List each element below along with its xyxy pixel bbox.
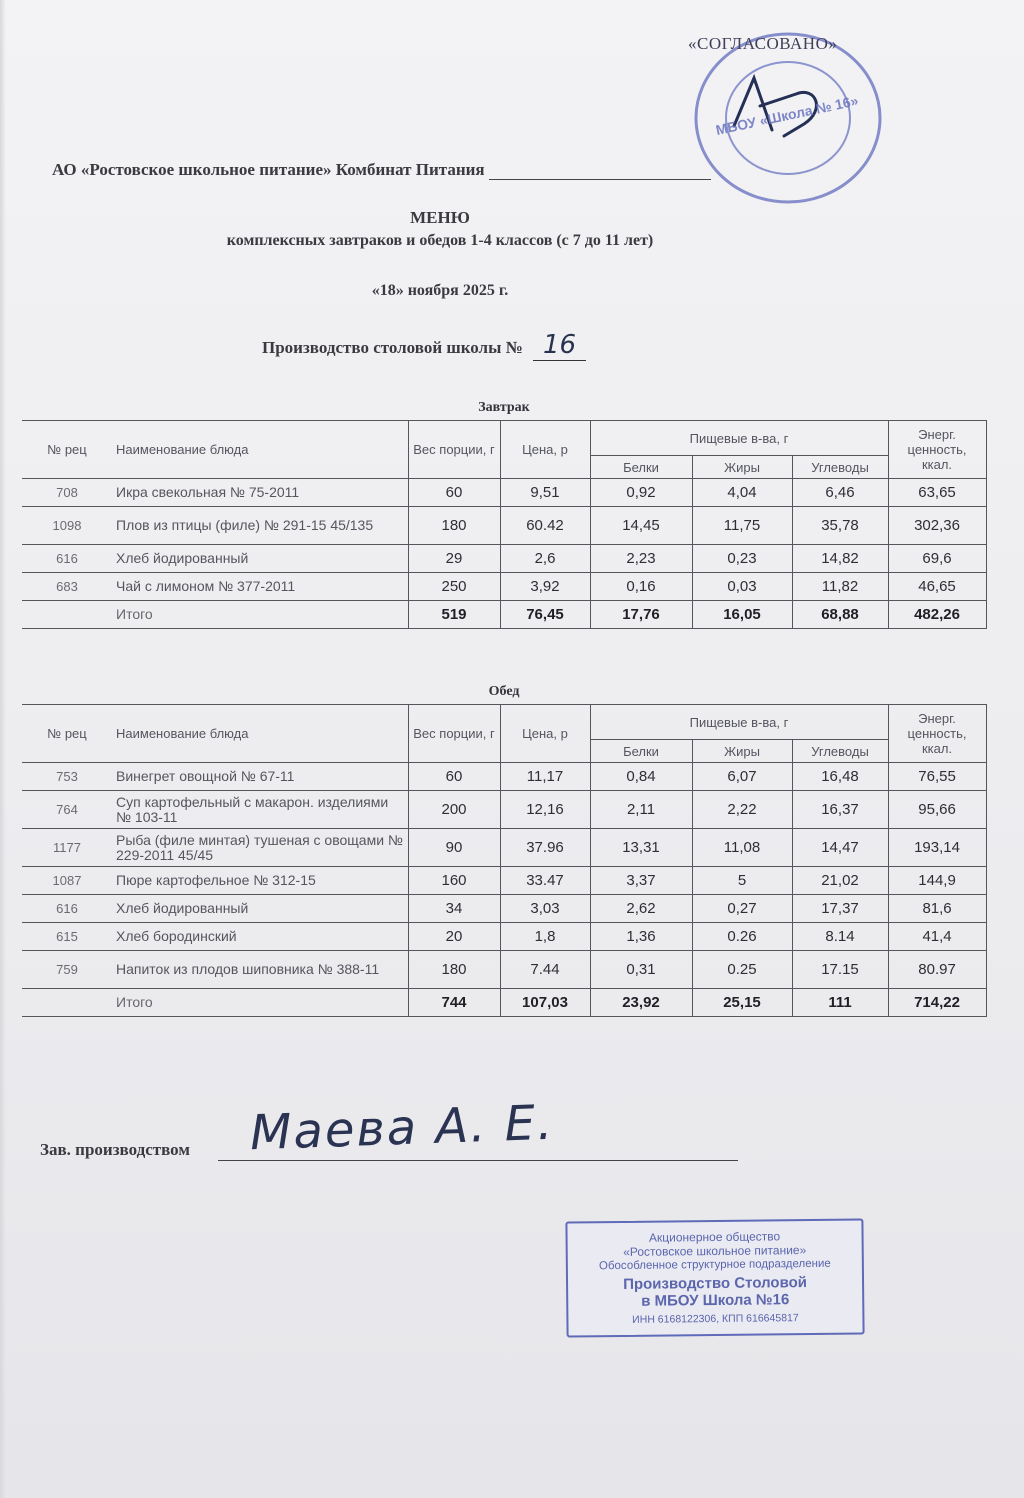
col-fat: Жиры xyxy=(692,456,792,479)
signature-line xyxy=(218,1160,738,1161)
cell-code: 615 xyxy=(22,923,112,951)
cell-name: Хлеб йодированный xyxy=(112,895,408,923)
cell-carbs: 6,46 xyxy=(792,479,888,507)
cell-energy: 95,66 xyxy=(888,791,986,829)
total-carbs: 68,88 xyxy=(792,601,888,629)
cell-energy: 76,55 xyxy=(888,763,986,791)
cell-name: Пюре картофельное № 312-15 xyxy=(112,867,408,895)
col-price: Цена, р xyxy=(500,421,590,479)
cell-name: Хлеб бородинский xyxy=(112,923,408,951)
col-carbs: Углеводы xyxy=(792,740,888,763)
cell-price: 2,6 xyxy=(500,545,590,573)
cell-code: 616 xyxy=(22,545,112,573)
cell-name: Плов из птицы (филе) № 291-15 45/135 xyxy=(112,507,408,545)
cell-code: 708 xyxy=(22,479,112,507)
production-label: Производство столовой школы № xyxy=(262,338,523,357)
total-row xyxy=(22,601,986,629)
table-row xyxy=(22,573,986,601)
total-name: Итого xyxy=(112,601,408,629)
col-code: № рец xyxy=(22,705,112,763)
cell-name: Хлеб йодированный xyxy=(112,545,408,573)
cell-fat: 6,07 xyxy=(692,763,792,791)
cell-energy: 144,9 xyxy=(888,867,986,895)
col-protein: Белки xyxy=(590,456,692,479)
table-row xyxy=(22,507,986,545)
cell-code: 1087 xyxy=(22,867,112,895)
cell-protein: 1,36 xyxy=(590,923,692,951)
cell-protein: 0,16 xyxy=(590,573,692,601)
cell-weight: 180 xyxy=(408,507,500,545)
cell-code: 683 xyxy=(22,573,112,601)
table-row xyxy=(22,479,986,507)
cell-weight: 60 xyxy=(408,763,500,791)
cell-carbs: 8.14 xyxy=(792,923,888,951)
cell-name: Чай с лимоном № 377-2011 xyxy=(112,573,408,601)
col-name: Наименование блюда xyxy=(112,421,408,479)
col-name: Наименование блюда xyxy=(112,705,408,763)
cell-price: 7.44 xyxy=(500,951,590,989)
cell-energy: 302,36 xyxy=(888,507,986,545)
table-row xyxy=(22,951,986,989)
cell-protein: 0,84 xyxy=(590,763,692,791)
cell-price: 33.47 xyxy=(500,867,590,895)
cell-carbs: 35,78 xyxy=(792,507,888,545)
cell-name: Икра свекольная № 75-2011 xyxy=(112,479,408,507)
cell-price: 37.96 xyxy=(500,829,590,867)
cell-code: 1177 xyxy=(22,829,112,867)
cell-price: 11,17 xyxy=(500,763,590,791)
cell-fat: 0,03 xyxy=(692,573,792,601)
cell-energy: 63,65 xyxy=(888,479,986,507)
cell-carbs: 14,82 xyxy=(792,545,888,573)
table-row xyxy=(22,895,986,923)
cell-fat: 5 xyxy=(692,867,792,895)
cell-energy: 69,6 xyxy=(888,545,986,573)
cell-energy: 81,6 xyxy=(888,895,986,923)
cell-price: 60.42 xyxy=(500,507,590,545)
lunch-rows xyxy=(22,763,986,1017)
school-number: 16 xyxy=(533,330,586,361)
org-header xyxy=(52,160,711,180)
cell-fat: 2,22 xyxy=(692,791,792,829)
cell-weight: 20 xyxy=(408,923,500,951)
cell-energy: 193,14 xyxy=(888,829,986,867)
total-weight: 519 xyxy=(408,601,500,629)
total-fat: 16,05 xyxy=(692,601,792,629)
col-nutrients: Пищевые в-ва, г xyxy=(590,705,888,740)
cell-energy: 80.97 xyxy=(888,951,986,989)
signature-label: Зав. производством xyxy=(40,1140,190,1159)
col-fat: Жиры xyxy=(692,740,792,763)
cell-protein: 0,31 xyxy=(590,951,692,989)
cell-protein: 2,62 xyxy=(590,895,692,923)
menu-title: МЕНЮ xyxy=(410,208,470,227)
col-weight: Вес порции, г xyxy=(408,705,500,763)
cell-fat: 0,23 xyxy=(692,545,792,573)
cell-protein: 2,11 xyxy=(590,791,692,829)
cell-weight: 34 xyxy=(408,895,500,923)
rect-org-stamp xyxy=(565,1218,864,1337)
cell-protein: 14,45 xyxy=(590,507,692,545)
total-row xyxy=(22,989,986,1017)
cell-code: 616 xyxy=(22,895,112,923)
cell-price: 3,92 xyxy=(500,573,590,601)
cell-code: 753 xyxy=(22,763,112,791)
total-code xyxy=(22,601,112,629)
cell-price: 12,16 xyxy=(500,791,590,829)
org-line: АО «Ростовское школьное питание» Комбинат Питания xyxy=(52,160,485,179)
total-protein: 23,92 xyxy=(590,989,692,1017)
total-code xyxy=(22,989,112,1017)
cell-fat: 11,75 xyxy=(692,507,792,545)
cell-weight: 60 xyxy=(408,479,500,507)
total-fat: 25,15 xyxy=(692,989,792,1017)
total-carbs: 111 xyxy=(792,989,888,1017)
total-energy: 714,22 xyxy=(888,989,986,1017)
cell-price: 3,03 xyxy=(500,895,590,923)
table-row xyxy=(22,763,986,791)
table-row xyxy=(22,867,986,895)
col-carbs: Углеводы xyxy=(792,456,888,479)
col-protein: Белки xyxy=(590,740,692,763)
cell-price: 1,8 xyxy=(500,923,590,951)
total-energy: 482,26 xyxy=(888,601,986,629)
cell-protein: 2,23 xyxy=(590,545,692,573)
cell-carbs: 11,82 xyxy=(792,573,888,601)
cell-weight: 160 xyxy=(408,867,500,895)
col-price: Цена, р xyxy=(500,705,590,763)
production-line xyxy=(262,330,586,360)
cell-fat: 0.25 xyxy=(692,951,792,989)
cell-name: Напиток из плодов шиповника № 388-11 xyxy=(112,951,408,989)
cell-carbs: 14,47 xyxy=(792,829,888,867)
cell-price: 9,51 xyxy=(500,479,590,507)
col-weight: Вес порции, г xyxy=(408,421,500,479)
cell-weight: 90 xyxy=(408,829,500,867)
total-protein: 17,76 xyxy=(590,601,692,629)
breakfast-table xyxy=(22,396,987,629)
cell-code: 764 xyxy=(22,791,112,829)
lunch-table xyxy=(22,680,987,1017)
table-row xyxy=(22,791,986,829)
cell-name: Винегрет овощной № 67-11 xyxy=(112,763,408,791)
stamp-line-6: ИНН 6168122306, КПП 616645817 xyxy=(632,1312,799,1326)
approved-label: «СОГЛАСОВАНО» xyxy=(688,34,838,53)
cell-fat: 0,27 xyxy=(692,895,792,923)
cell-carbs: 21,02 xyxy=(792,867,888,895)
table-row xyxy=(22,545,986,573)
cell-name: Рыба (филе минтая) тушеная с овощами № 229-2011 45/45 xyxy=(112,829,408,867)
cell-weight: 200 xyxy=(408,791,500,829)
cell-fat: 0.26 xyxy=(692,923,792,951)
cell-weight: 29 xyxy=(408,545,500,573)
stamp-line-3: Обособленное структурное подразделение xyxy=(598,1257,831,1273)
cell-energy: 46,65 xyxy=(888,573,986,601)
total-price: 76,45 xyxy=(500,601,590,629)
total-name: Итого xyxy=(112,989,408,1017)
handwritten-signature: Маева А. Е. xyxy=(249,1094,556,1162)
cell-code: 759 xyxy=(22,951,112,989)
cell-weight: 250 xyxy=(408,573,500,601)
cell-protein: 0,92 xyxy=(590,479,692,507)
table-row xyxy=(22,923,986,951)
stamp-line-4: Производство Столовой xyxy=(623,1274,808,1293)
cell-weight: 180 xyxy=(408,951,500,989)
col-energy: Энерг. ценность, ккал. xyxy=(888,705,986,763)
cell-protein: 3,37 xyxy=(590,867,692,895)
cell-carbs: 16,48 xyxy=(792,763,888,791)
breakfast-title: Завтрак xyxy=(478,400,530,415)
col-nutrients: Пищевые в-ва, г xyxy=(590,421,888,456)
org-blank-line xyxy=(489,165,711,180)
cell-carbs: 16,37 xyxy=(792,791,888,829)
cell-fat: 4,04 xyxy=(692,479,792,507)
cell-protein: 13,31 xyxy=(590,829,692,867)
col-energy: Энерг. ценность, ккал. xyxy=(888,421,986,479)
table-row xyxy=(22,829,986,867)
cell-code: 1098 xyxy=(22,507,112,545)
menu-subtitle: комплексных завтраков и обедов 1-4 классов (с 7 до 11 лет) xyxy=(226,232,654,249)
stamp-line-5: в МБОУ Школа №16 xyxy=(641,1291,790,1310)
cell-energy: 41,4 xyxy=(888,923,986,951)
stamp-line-2: «Ростовское школьное питание» xyxy=(623,1243,807,1259)
cell-carbs: 17,37 xyxy=(792,895,888,923)
lunch-title: Обед xyxy=(488,684,520,699)
cell-name: Суп картофельный с макарон. изделиями № 103-11 xyxy=(112,791,408,829)
cell-fat: 11,08 xyxy=(692,829,792,867)
cell-carbs: 17.15 xyxy=(792,951,888,989)
menu-date: «18» ноября 2025 г. xyxy=(371,282,509,299)
total-weight: 744 xyxy=(408,989,500,1017)
breakfast-rows xyxy=(22,479,986,629)
stamp-line-1: Акционерное общество xyxy=(648,1229,781,1245)
total-price: 107,03 xyxy=(500,989,590,1017)
round-stamp-text: МБОУ «Школа № 16» xyxy=(714,92,860,139)
col-code: № рец xyxy=(22,421,112,479)
